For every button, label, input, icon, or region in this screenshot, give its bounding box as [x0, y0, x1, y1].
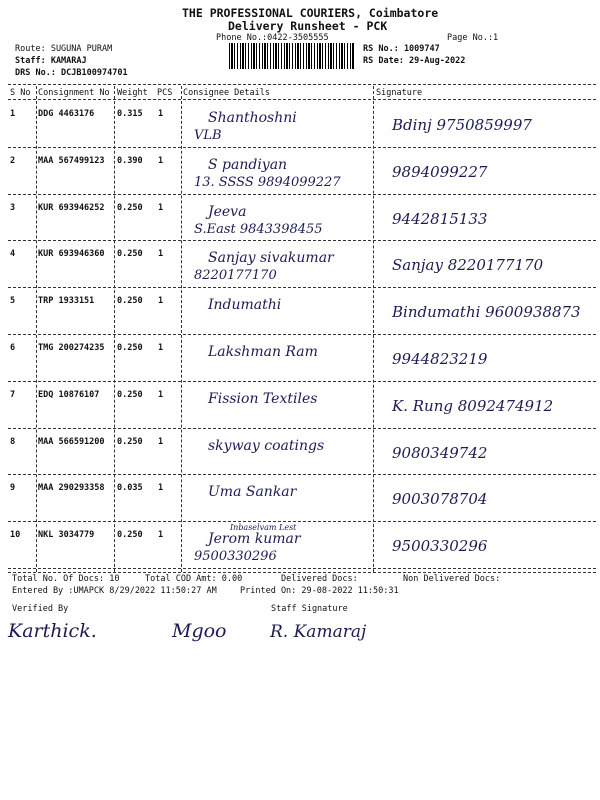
row-weight: 0.250 [117, 202, 143, 213]
consignee-name: S pandiyan [208, 156, 288, 173]
row-divider [8, 521, 596, 522]
drs-number: DRS No.: DCJB100974701 [15, 68, 128, 78]
row-consignment-no: MAA 290293358 [38, 483, 105, 494]
signature-handwriting: K. Rung 8092474912 [392, 396, 554, 415]
consignee-name: skyway coatings [208, 437, 325, 454]
table-top-rule [8, 84, 596, 85]
consignee-name: Indumathi [208, 297, 282, 314]
consignee-detail: 13. SSSS 9894099227 [194, 174, 341, 190]
consignee-name: Sanjay sivakumar [208, 250, 334, 267]
non-delivered-docs: Non Delivered Docs: [403, 574, 501, 584]
row-pcs: 1 [158, 343, 164, 353]
row-sno: 2 [10, 155, 16, 166]
row-pcs: 1 [158, 109, 164, 119]
signature-handwriting: Bdinj 9750859997 [392, 116, 532, 134]
row-sno: 9 [10, 483, 16, 494]
row-pcs: 1 [158, 530, 164, 541]
row-divider [8, 240, 596, 241]
row-weight: 0.390 [117, 155, 143, 166]
staff-signature-label: Staff Signature [271, 604, 348, 614]
row-sno: 8 [10, 436, 16, 447]
company-title: THE PROFESSIONAL COURIERS, Coimbatore [182, 6, 439, 20]
total-cod: Total COD Amt: 0.00 [145, 574, 243, 584]
document-title: Delivery Runsheet - PCK [228, 19, 388, 33]
header-consignment: Consignment No [38, 88, 110, 98]
consignee-name: Uma Sankar [208, 484, 297, 501]
row-pcs: 1 [158, 389, 164, 400]
verifier-signature: Karthick. [8, 620, 97, 642]
printed-on: Printed On: 29-08-2022 11:50:31 [240, 586, 399, 596]
row-weight: 0.250 [117, 436, 143, 447]
row-sno: 1 [10, 109, 16, 119]
row-consignment-no: KUR 693946360 [38, 249, 105, 260]
header-sno: S No [10, 88, 31, 98]
row-pcs: 1 [158, 296, 164, 307]
verified-by-label: Verified By [12, 604, 69, 614]
signature-handwriting: 9442815133 [392, 209, 488, 228]
row-weight: 0.035 [117, 483, 143, 494]
row-consignment-no: EDQ 10876107 [38, 389, 100, 400]
consignee-note: Inbaselvam Lest [230, 523, 297, 533]
row-divider [8, 474, 596, 475]
row-weight: 0.250 [117, 249, 143, 260]
rs-date: RS Date: 29-Aug-2022 [363, 56, 466, 66]
delivered-docs: Delivered Docs: [281, 574, 358, 584]
signature-handwriting: Sanjay 8220177170 [392, 256, 544, 275]
middle-signature: Mgoo [172, 620, 227, 642]
total-docs: Total No. Of Docs: 10 [12, 574, 120, 584]
header-signature: Signature [376, 88, 423, 98]
consignee-detail: 8220177170 [194, 268, 277, 284]
header-pcs: PCS [157, 88, 173, 98]
consignee-name: Shanthoshni [208, 110, 297, 126]
signature-handwriting: 9894099227 [392, 162, 488, 181]
route: Route: SUGUNA PURAM [15, 44, 113, 54]
signature-handwriting: 9500330296 [392, 537, 488, 556]
row-pcs: 1 [158, 483, 164, 494]
signature-handwriting: Bindumathi 9600938873 [392, 303, 581, 322]
signature-handwriting: 9003078704 [392, 490, 488, 509]
barcode-image [229, 43, 355, 69]
signature-handwriting: 9944823219 [392, 350, 488, 368]
entered-by: Entered By :UMAPCK 8/29/2022 11:50:27 AM [12, 586, 217, 596]
phone-number: Phone No.:0422-3505555 [216, 33, 329, 43]
table-bottom-rule [8, 572, 596, 573]
row-weight: 0.250 [117, 530, 143, 541]
row-divider [8, 334, 596, 335]
signature-handwriting: 9080349742 [392, 443, 488, 462]
consignee-detail: VLB [194, 128, 222, 143]
row-pcs: 1 [158, 202, 164, 213]
row-sno: 4 [10, 249, 16, 260]
column-divider [36, 86, 37, 572]
staff: Staff: KAMARAJ [15, 56, 87, 66]
row-pcs: 1 [158, 155, 164, 166]
row-sno: 3 [10, 202, 16, 213]
header-consignee: Consignee Details [183, 88, 270, 98]
column-divider [373, 86, 374, 572]
rs-number: RS No.: 1009747 [363, 44, 440, 54]
consignee-detail: S.East 9843398455 [194, 221, 323, 237]
staff-signature: R. Kamaraj [270, 622, 367, 642]
column-divider [114, 86, 115, 572]
row-divider [8, 147, 596, 148]
consignee-name: Jeeva [208, 203, 247, 220]
row-divider [8, 381, 596, 382]
page-number: Page No.:1 [447, 33, 499, 43]
consignee-name: Fission Textiles [208, 390, 318, 407]
row-divider [8, 194, 596, 195]
row-consignment-no: MAA 567499123 [38, 155, 105, 166]
row-sno: 5 [10, 296, 16, 307]
row-consignment-no: KUR 693946252 [38, 202, 105, 213]
row-pcs: 1 [158, 249, 164, 260]
row-consignment-no: TMG 200274235 [38, 343, 105, 353]
consignee-name: Jerom kumar [208, 531, 301, 548]
row-consignment-no: TRP 1933151 [38, 296, 95, 307]
column-divider [181, 86, 182, 572]
row-consignment-no: NKL 3034779 [38, 530, 95, 541]
row-consignment-no: DDG 4463176 [38, 109, 95, 119]
row-weight: 0.250 [117, 389, 143, 400]
row-divider [8, 287, 596, 288]
row-consignment-no: MAA 566591200 [38, 436, 105, 447]
row-sno: 6 [10, 343, 16, 353]
consignee-detail: 9500330296 [194, 549, 277, 565]
row-divider [8, 568, 596, 569]
row-weight: 0.315 [117, 109, 143, 119]
table-header-rule [8, 99, 596, 100]
row-sno: 7 [10, 389, 16, 400]
consignee-name: Lakshman Ram [208, 344, 318, 360]
header-weight: Weight [117, 88, 148, 98]
row-sno: 10 [10, 530, 21, 541]
row-weight: 0.250 [117, 296, 143, 307]
row-divider [8, 428, 596, 429]
row-weight: 0.250 [117, 343, 143, 353]
row-pcs: 1 [158, 436, 164, 447]
